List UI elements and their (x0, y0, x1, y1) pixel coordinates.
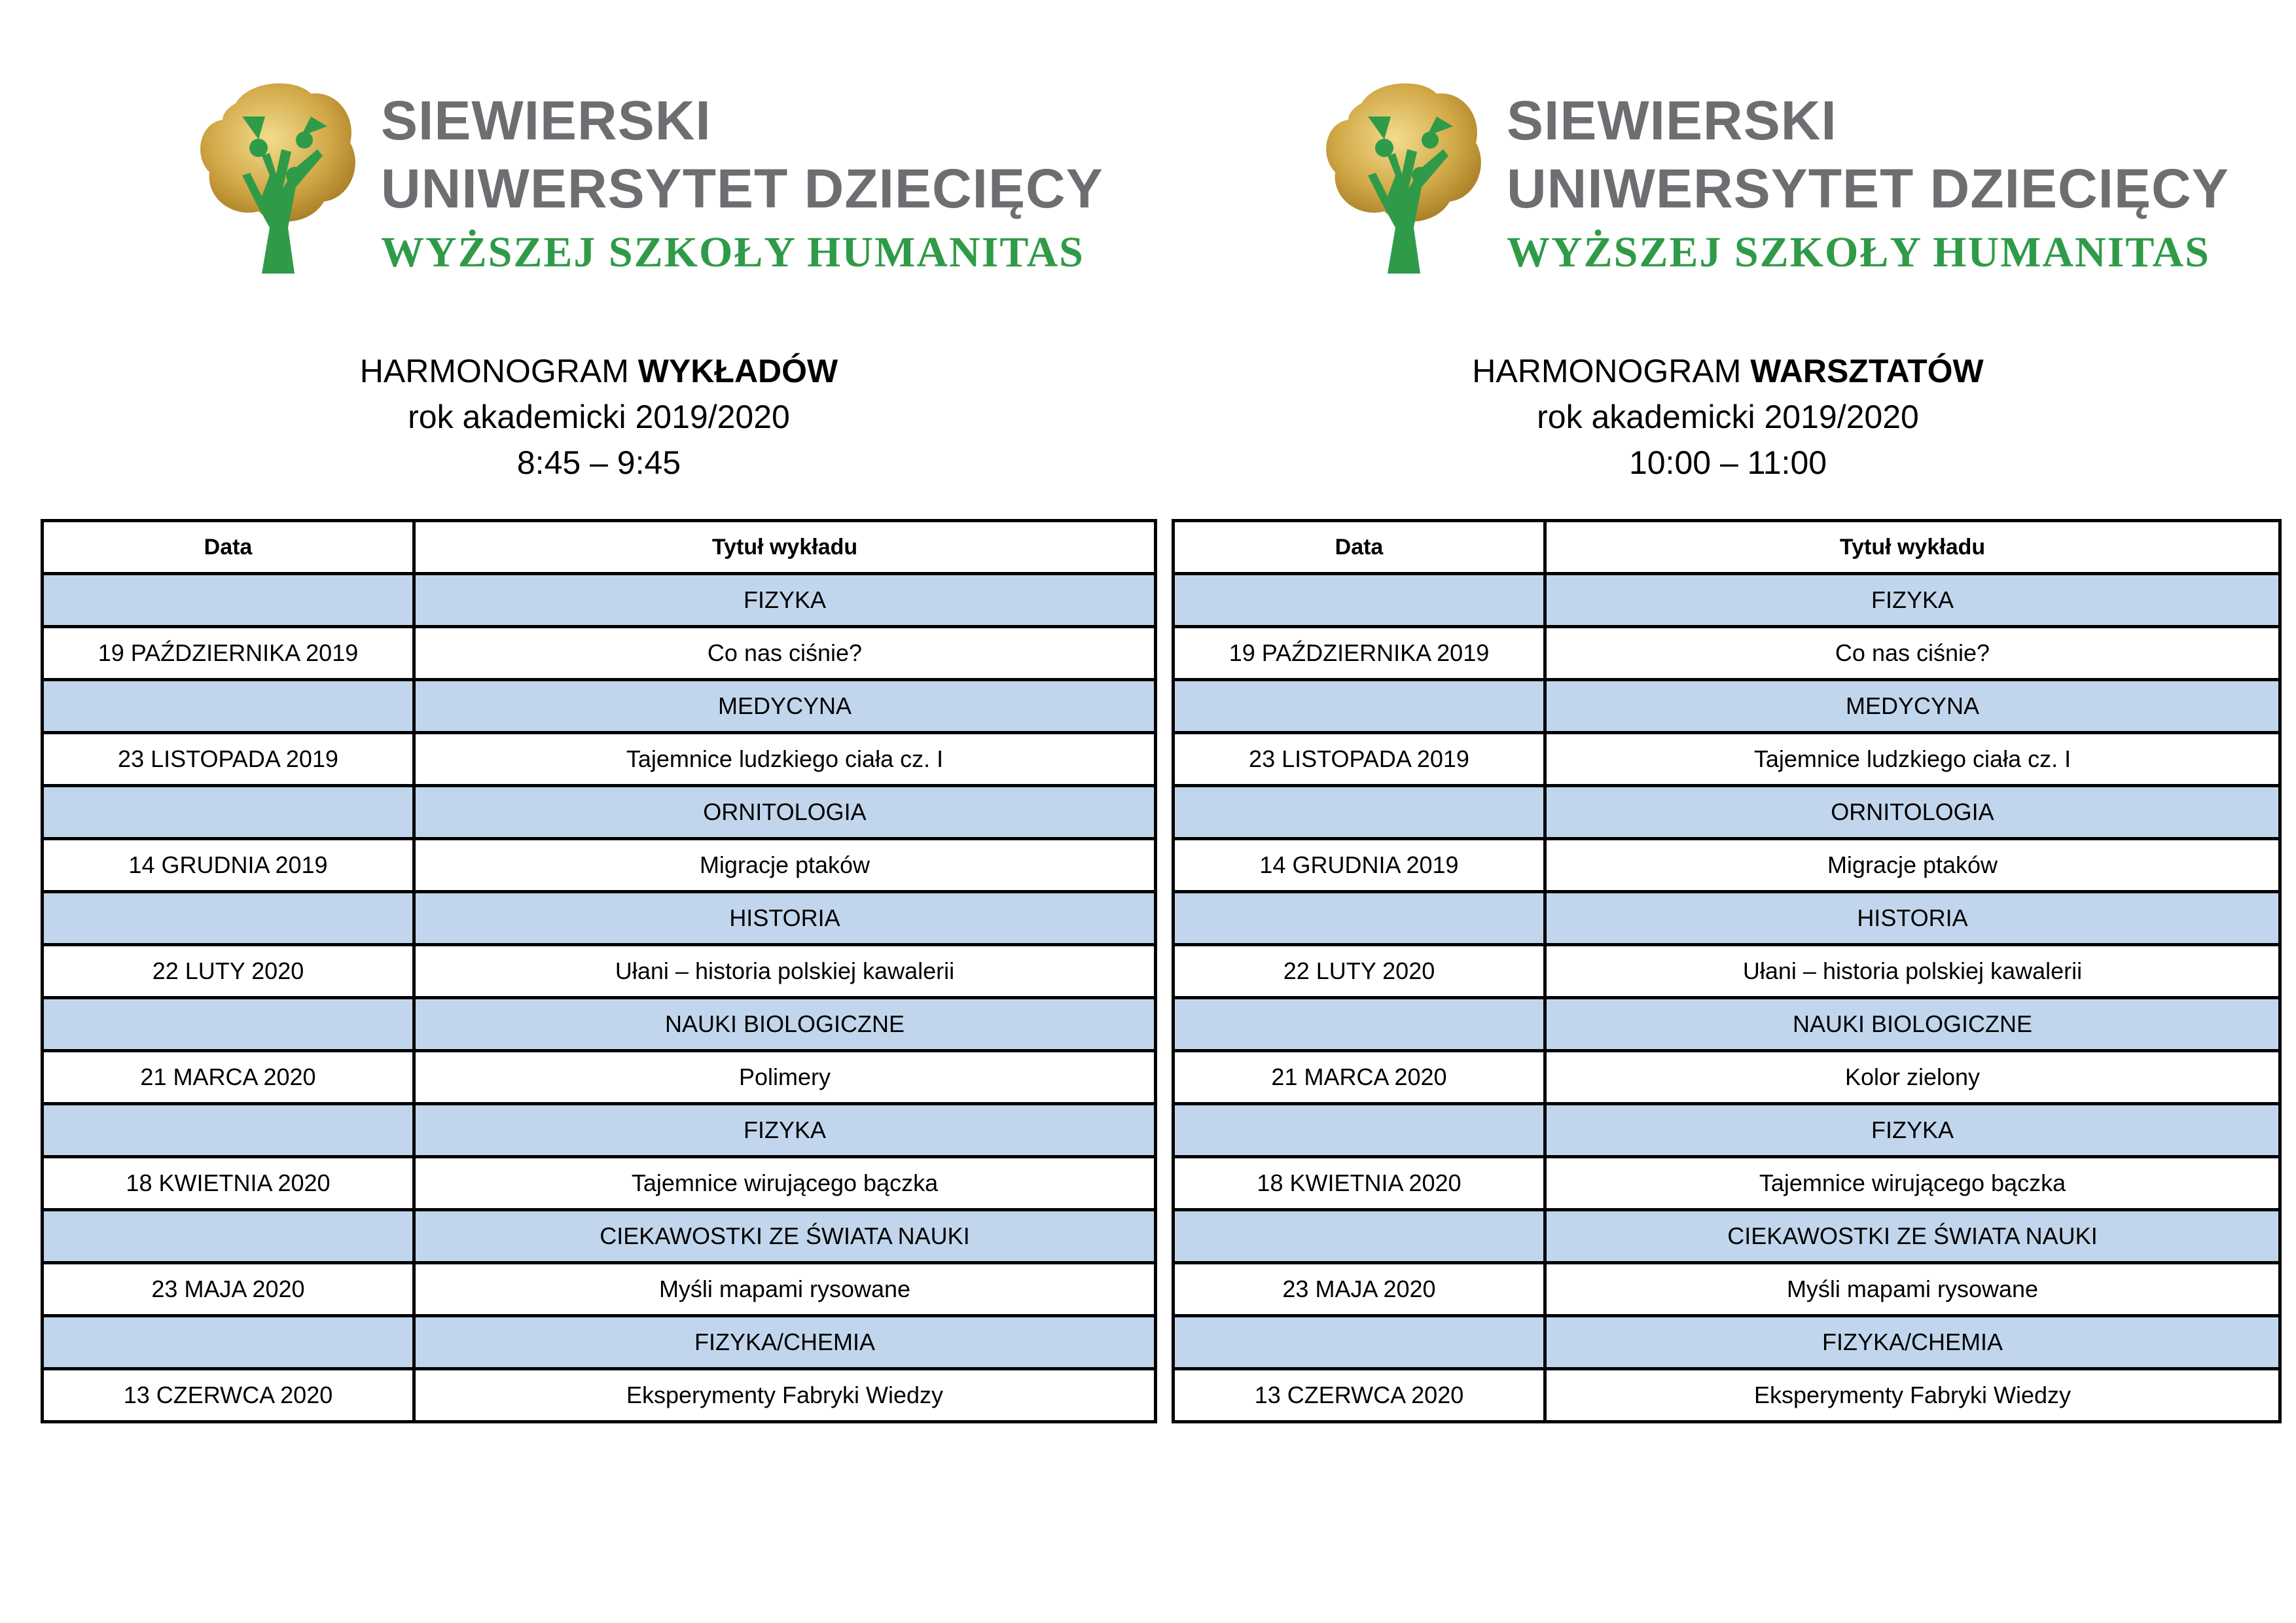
category-row (1174, 786, 2280, 839)
category-row (43, 892, 1156, 945)
column-header-date: Data (1174, 521, 1545, 574)
category-cell: FIZYKA/CHEMIA (1545, 1316, 2280, 1369)
heading-prefix: HARMONOGRAM (359, 353, 629, 389)
date-cell: 23 LISTOPADA 2019 (43, 733, 414, 786)
table-row (1174, 1263, 2280, 1316)
academic-year: rok akademicki 2019/2020 (408, 399, 790, 435)
table-row (1174, 1369, 2280, 1422)
column-header-title: Tytuł wykładu (1545, 521, 2280, 574)
table-row (43, 733, 1156, 786)
category-row (43, 786, 1156, 839)
category-date-cell (43, 574, 414, 627)
category-date-cell (1174, 574, 1545, 627)
table-row (1174, 1157, 2280, 1210)
heading-bold: WARSZTATÓW (1750, 353, 1984, 389)
date-cell: 14 GRUDNIA 2019 (1174, 839, 1545, 892)
title-cell: Tajemnice ludzkiego ciała cz. I (414, 733, 1156, 786)
logo-line-2: UNIWERSYTET DZIECIĘCY (1507, 158, 2229, 219)
logo-line-2: UNIWERSYTET DZIECIĘCY (381, 158, 1103, 219)
category-cell: FIZYKA (414, 574, 1156, 627)
table-row (43, 627, 1156, 680)
lectures-table (41, 519, 1157, 1423)
category-date-cell (1174, 786, 1545, 839)
table-row (43, 1157, 1156, 1210)
date-cell: 14 GRUDNIA 2019 (43, 839, 414, 892)
date-cell: 23 MAJA 2020 (43, 1263, 414, 1316)
title-cell: Myśli mapami rysowane (1545, 1263, 2280, 1316)
title-cell: Ułani – historia polskiej kawalerii (1545, 945, 2280, 998)
category-date-cell (43, 1316, 414, 1369)
tree-logo-icon (196, 77, 360, 280)
table-row (43, 1369, 1156, 1422)
category-cell: FIZYKA (1545, 1104, 2280, 1157)
category-cell: FIZYKA (1545, 574, 2280, 627)
date-cell: 19 PAŹDZIERNIKA 2019 (43, 627, 414, 680)
heading-title (1172, 348, 2284, 394)
table-row (1174, 733, 2280, 786)
category-date-cell (43, 1104, 414, 1157)
category-date-cell (43, 680, 414, 733)
category-cell: NAUKI BIOLOGICZNE (414, 998, 1156, 1051)
category-cell: ORNITOLOGIA (414, 786, 1156, 839)
category-row (43, 998, 1156, 1051)
workshops-heading (1172, 348, 2284, 486)
category-cell: FIZYKA/CHEMIA (414, 1316, 1156, 1369)
category-date-cell (1174, 998, 1545, 1051)
date-cell: 19 PAŹDZIERNIKA 2019 (1174, 627, 1545, 680)
category-cell: MEDYCYNA (414, 680, 1156, 733)
time-range: 10:00 – 11:00 (1628, 444, 1827, 481)
category-cell: CIEKAWOSTKI ZE ŚWIATA NAUKI (1545, 1210, 2280, 1263)
category-date-cell (43, 892, 414, 945)
category-row (1174, 1104, 2280, 1157)
logo-line-1: SIEWIERSKI (1507, 90, 1837, 151)
category-date-cell (1174, 892, 1545, 945)
date-cell: 21 MARCA 2020 (1174, 1051, 1545, 1104)
date-cell: 18 KWIETNIA 2020 (43, 1157, 414, 1210)
title-cell: Tajemnice ludzkiego ciała cz. I (1545, 733, 2280, 786)
table-row (1174, 945, 2280, 998)
category-row (43, 1210, 1156, 1263)
category-date-cell (1174, 680, 1545, 733)
date-cell: 13 CZERWCA 2020 (1174, 1369, 1545, 1422)
category-row (1174, 574, 2280, 627)
workshops-table (1172, 519, 2282, 1423)
title-cell: Co nas ciśnie? (414, 627, 1156, 680)
logo-line-3: WYŻSZEJ SZKOŁY HUMANITAS (1507, 228, 2210, 276)
category-date-cell (43, 786, 414, 839)
table-row (1174, 627, 2280, 680)
category-row (1174, 1316, 2280, 1369)
date-cell: 22 LUTY 2020 (1174, 945, 1545, 998)
category-cell: HISTORIA (414, 892, 1156, 945)
title-cell: Tajemnice wirującego bączka (1545, 1157, 2280, 1210)
heading-bold: WYKŁADÓW (637, 353, 838, 389)
table-row (43, 1051, 1156, 1104)
category-row (1174, 892, 2280, 945)
title-cell: Polimery (414, 1051, 1156, 1104)
title-cell: Tajemnice wirującego bączka (414, 1157, 1156, 1210)
title-cell: Kolor zielony (1545, 1051, 2280, 1104)
category-cell: FIZYKA (414, 1104, 1156, 1157)
academic-year: rok akademicki 2019/2020 (1537, 399, 1919, 435)
heading-title (39, 348, 1158, 394)
table-row (43, 1263, 1156, 1316)
column-header-title: Tytuł wykładu (414, 521, 1156, 574)
table-row (43, 945, 1156, 998)
category-row (1174, 680, 2280, 733)
category-date-cell (43, 1210, 414, 1263)
title-cell: Myśli mapami rysowane (414, 1263, 1156, 1316)
table-header-row (1174, 521, 2280, 574)
title-cell: Eksperymenty Fabryki Wiedzy (1545, 1369, 2280, 1422)
category-row (1174, 998, 2280, 1051)
category-row (43, 574, 1156, 627)
date-cell: 23 LISTOPADA 2019 (1174, 733, 1545, 786)
tree-logo-icon (1322, 77, 1486, 280)
category-cell: HISTORIA (1545, 892, 2280, 945)
category-date-cell (1174, 1104, 1545, 1157)
table-row (1174, 839, 2280, 892)
date-cell: 23 MAJA 2020 (1174, 1263, 1545, 1316)
date-cell: 13 CZERWCA 2020 (43, 1369, 414, 1422)
category-row (1174, 1210, 2280, 1263)
title-cell: Eksperymenty Fabryki Wiedzy (414, 1369, 1156, 1422)
category-cell: MEDYCYNA (1545, 680, 2280, 733)
column-header-date: Data (43, 521, 414, 574)
category-date-cell (1174, 1316, 1545, 1369)
table-header-row (43, 521, 1156, 574)
title-cell: Ułani – historia polskiej kawalerii (414, 945, 1156, 998)
category-cell: ORNITOLOGIA (1545, 786, 2280, 839)
logo-text (1507, 86, 2229, 283)
title-cell: Migracje ptaków (414, 839, 1156, 892)
title-cell: Co nas ciśnie? (1545, 627, 2280, 680)
title-cell: Migracje ptaków (1545, 839, 2280, 892)
lectures-heading (39, 348, 1158, 486)
table-row (43, 839, 1156, 892)
category-cell: CIEKAWOSTKI ZE ŚWIATA NAUKI (414, 1210, 1156, 1263)
date-cell: 21 MARCA 2020 (43, 1051, 414, 1104)
date-cell: 22 LUTY 2020 (43, 945, 414, 998)
category-date-cell (1174, 1210, 1545, 1263)
table-row (1174, 1051, 2280, 1104)
category-row (43, 1316, 1156, 1369)
date-cell: 18 KWIETNIA 2020 (1174, 1157, 1545, 1210)
time-range: 8:45 – 9:45 (516, 444, 681, 481)
logo-text (381, 86, 1103, 283)
logo-line-3: WYŻSZEJ SZKOŁY HUMANITAS (381, 228, 1085, 276)
logo-line-1: SIEWIERSKI (381, 90, 711, 151)
category-row (43, 1104, 1156, 1157)
category-cell: NAUKI BIOLOGICZNE (1545, 998, 2280, 1051)
category-date-cell (43, 998, 414, 1051)
category-row (43, 680, 1156, 733)
heading-prefix: HARMONOGRAM (1472, 353, 1742, 389)
